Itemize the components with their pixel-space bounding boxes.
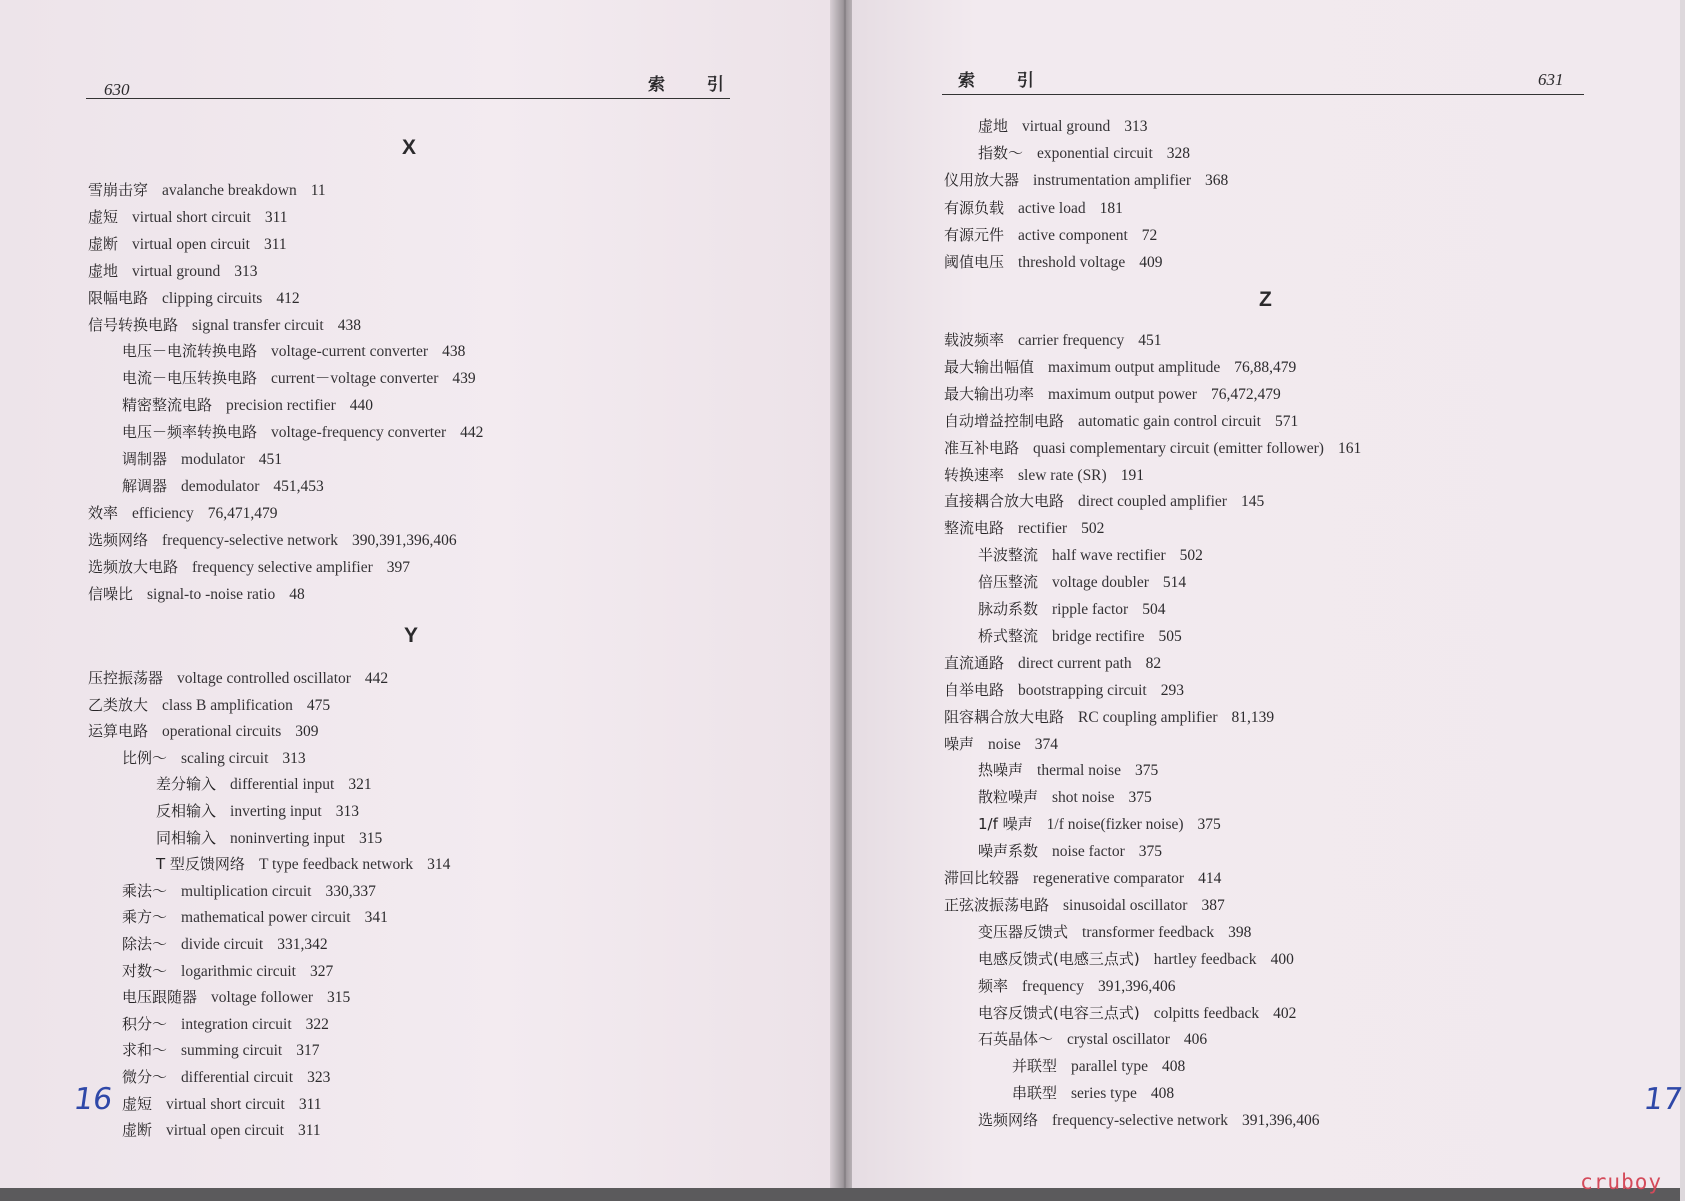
index-term-chinese: 最大输出功率	[944, 384, 1035, 403]
index-term-english: carrier frequency	[1018, 332, 1125, 349]
index-entry	[156, 828, 382, 849]
index-page-refs: 76,471,479	[207, 504, 278, 522]
index-page-refs: 315	[327, 989, 351, 1007]
section-letter: Y	[404, 624, 419, 647]
index-term-chinese: 滞回比较器	[944, 869, 1020, 887]
running-head: 索 引	[958, 71, 1052, 91]
handwritten-page-note: 17	[1641, 1082, 1685, 1117]
index-entry	[978, 976, 1175, 997]
index-term-chinese: 虚地	[88, 261, 119, 280]
index-term-chinese: 噪声	[944, 734, 975, 753]
index-page-refs: 368	[1205, 172, 1229, 190]
index-term-chinese: 变压器反馈式	[978, 922, 1069, 941]
index-entry	[944, 868, 1221, 889]
index-entry	[122, 476, 324, 497]
index-term-english: summing circuit	[181, 1042, 283, 1060]
index-term-english: direct coupled amplifier	[1078, 493, 1227, 511]
scan-edge	[0, 1188, 1680, 1201]
index-term-english: avalanche breakdown	[162, 182, 297, 199]
index-term-english: thermal noise	[1037, 762, 1121, 780]
index-term-chinese: 限幅电路	[88, 288, 149, 307]
index-term-english: direct current path	[1018, 654, 1132, 672]
index-term-english: logarithmic circuit	[181, 962, 296, 980]
index-entry	[122, 395, 373, 416]
index-term-english: noise factor	[1052, 843, 1125, 861]
index-term-chinese: 脉动系数	[978, 600, 1039, 618]
index-term-chinese: 热噪声	[978, 761, 1024, 780]
index-page-refs: 451	[1138, 332, 1162, 349]
index-page-refs: 400	[1270, 950, 1294, 968]
index-term-chinese: 解调器	[122, 476, 168, 495]
index-term-english: class B amplification	[162, 696, 293, 714]
index-page-refs: 315	[358, 829, 383, 847]
index-term-english: current－voltage converter	[271, 370, 439, 388]
index-term-chinese: 有源元件	[944, 225, 1005, 244]
index-term-chinese: 载波频率	[944, 331, 1005, 349]
index-entry	[88, 180, 326, 201]
index-page-refs: 145	[1240, 493, 1265, 511]
index-entry	[944, 411, 1298, 432]
index-page-refs: 341	[364, 909, 388, 927]
index-entry	[978, 599, 1165, 620]
index-term-chinese: 仪用放大器	[944, 171, 1020, 190]
index-entry	[88, 557, 410, 578]
index-page-refs: 442	[460, 424, 484, 442]
index-term-chinese: 差分输入	[156, 775, 217, 794]
index-page-refs: 161	[1337, 439, 1362, 457]
index-term-english: half wave rectifier	[1052, 547, 1166, 565]
index-entry	[978, 545, 1203, 566]
index-term-english: efficiency	[132, 504, 194, 522]
index-term-english: multiplication circuit	[181, 882, 312, 900]
index-entry	[944, 330, 1162, 351]
index-entry	[122, 961, 333, 982]
index-term-chinese: 阻容耦合放大电路	[944, 707, 1065, 726]
index-entry	[978, 572, 1186, 593]
index-term-chinese: 自举电路	[944, 680, 1005, 699]
index-page-refs: 314	[427, 856, 451, 874]
index-term-chinese: 选频网络	[978, 1111, 1039, 1130]
index-page-refs: 72	[1141, 226, 1158, 244]
index-term-chinese: T 型反馈网络	[156, 855, 245, 874]
index-page-refs: 402	[1273, 1004, 1297, 1022]
section-letter: X	[402, 136, 417, 159]
index-entry	[88, 207, 288, 228]
index-term-english: virtual short circuit	[132, 208, 251, 226]
index-term-chinese: 整流电路	[944, 519, 1005, 538]
page-number: 631	[1538, 70, 1564, 89]
index-entry	[156, 774, 372, 795]
index-term-chinese: 同相输入	[156, 828, 217, 847]
index-term-chinese: 倍压整流	[978, 573, 1039, 592]
index-page-refs: 475	[306, 696, 331, 714]
index-term-chinese: 反相输入	[156, 802, 217, 820]
index-entry	[88, 234, 287, 255]
index-term-chinese: 电压－电流转换电路	[122, 342, 258, 361]
index-entry	[88, 695, 330, 716]
index-term-chinese: 积分～	[122, 1014, 168, 1033]
index-entry	[944, 680, 1184, 701]
index-term-chinese: 半波整流	[978, 546, 1039, 565]
index-term-chinese: 求和～	[122, 1041, 168, 1060]
index-page-refs: 514	[1162, 574, 1187, 592]
index-term-chinese: 精密整流电路	[122, 396, 213, 415]
index-page-refs: 439	[452, 370, 476, 388]
index-term-chinese: 电感反馈式(电感三点式)	[978, 949, 1140, 968]
index-page-refs: 313	[234, 262, 258, 280]
index-term-english: quasi complementary circuit (emitter follower)	[1033, 439, 1324, 457]
index-term-english: slew rate (SR)	[1018, 466, 1107, 484]
index-term-chinese: 虚断	[88, 234, 119, 253]
index-term-chinese: 电压－频率转换电路	[122, 423, 258, 442]
index-entry	[122, 1120, 321, 1141]
index-entry	[944, 653, 1161, 674]
index-term-chinese: 乙类放大	[88, 695, 149, 714]
index-page-refs: 321	[348, 776, 372, 794]
index-page-refs: 391,396,406	[1097, 977, 1176, 995]
index-term-chinese: 桥式整流	[978, 626, 1039, 645]
index-entry	[944, 357, 1296, 378]
index-term-chinese: 散粒噪声	[978, 788, 1039, 807]
index-term-english: mathematical power circuit	[181, 909, 351, 927]
index-page-refs: 48	[289, 585, 305, 603]
index-entry	[122, 934, 328, 955]
index-term-english: scaling circuit	[181, 749, 269, 767]
index-entry	[978, 116, 1148, 137]
index-page-refs: 322	[305, 1015, 329, 1033]
index-entry	[978, 143, 1190, 164]
index-term-chinese: 阈值电压	[944, 253, 1005, 271]
index-term-chinese: 虚断	[122, 1121, 153, 1140]
index-entry	[122, 449, 282, 470]
index-term-english: sinusoidal oscillator	[1063, 896, 1188, 914]
index-term-chinese: 虚短	[122, 1094, 153, 1113]
index-entry	[88, 261, 258, 282]
index-term-chinese: 电流－电压转换电路	[122, 369, 258, 388]
index-entry	[122, 1067, 330, 1088]
index-term-english: bootstrapping circuit	[1018, 681, 1147, 699]
index-term-chinese: 噪声系数	[978, 842, 1039, 861]
index-page-refs: 76,472,479	[1210, 385, 1281, 403]
index-entry	[978, 760, 1158, 781]
index-page-refs: 82	[1145, 654, 1162, 672]
index-term-chinese: 选频网络	[88, 530, 149, 549]
index-term-english: clipping circuits	[162, 289, 263, 307]
index-term-chinese: 直流通路	[944, 653, 1005, 672]
index-entry	[978, 1029, 1207, 1050]
index-page-refs: 391,396,406	[1242, 1112, 1320, 1130]
index-page-refs: 408	[1150, 1085, 1175, 1103]
index-entry	[944, 491, 1264, 512]
index-entry	[944, 438, 1361, 459]
index-term-english: voltage follower	[211, 989, 314, 1007]
index-term-chinese: 信号转换电路	[88, 315, 179, 334]
index-term-chinese: 乘方～	[122, 908, 168, 927]
index-term-chinese: 微分～	[122, 1068, 168, 1086]
index-page-refs: 451	[258, 451, 282, 468]
index-term-english: 1/f noise(fizker noise)	[1046, 816, 1184, 834]
index-page-refs: 505	[1158, 627, 1182, 645]
index-entry	[1012, 1083, 1174, 1104]
index-term-chinese: 自动增益控制电路	[944, 411, 1065, 430]
index-term-chinese: 选频放大电路	[88, 557, 179, 576]
index-entry	[156, 854, 450, 875]
index-entry	[88, 668, 388, 689]
index-term-english: signal-to -noise ratio	[147, 585, 276, 603]
index-page-refs: 412	[276, 289, 300, 307]
index-term-chinese: 比例～	[122, 748, 168, 767]
index-page-refs: 571	[1274, 412, 1299, 430]
index-entry	[122, 422, 483, 443]
index-page-refs: 502	[1179, 547, 1203, 565]
running-head: 索 引	[648, 75, 742, 95]
index-term-chinese: 除法～	[122, 935, 168, 953]
index-term-english: integration circuit	[181, 1015, 292, 1033]
index-page-refs: 323	[307, 1069, 331, 1086]
index-entry	[122, 1094, 322, 1115]
index-page-refs: 328	[1166, 145, 1191, 163]
index-page-refs: 327	[309, 962, 334, 980]
index-term-english: frequency	[1022, 977, 1084, 995]
index-page-refs: 293	[1160, 681, 1184, 699]
index-entry	[88, 584, 305, 605]
index-entry	[156, 801, 359, 822]
index-page-refs: 11	[310, 182, 326, 199]
index-term-english: crystal oscillator	[1067, 1031, 1170, 1049]
index-term-english: noise	[988, 735, 1021, 753]
index-term-chinese: 电容反馈式(电容三点式)	[978, 1003, 1140, 1022]
index-term-chinese: 压控振荡器	[88, 669, 164, 687]
index-page-refs: 390,391,396,406	[352, 531, 457, 549]
index-term-english: frequency selective amplifier	[192, 558, 373, 576]
page-number: 630	[104, 80, 130, 99]
index-term-english: demodulator	[181, 477, 260, 495]
index-entry	[122, 341, 465, 362]
header-rule	[942, 94, 1584, 95]
section-letter: Z	[1259, 288, 1272, 311]
index-page-refs: 313	[1124, 118, 1148, 135]
index-entry	[88, 530, 457, 551]
index-page-refs: 311	[264, 208, 288, 226]
watermark: cruboy	[1580, 1170, 1662, 1194]
index-page-refs: 387	[1201, 896, 1225, 914]
index-page-refs: 440	[349, 397, 373, 415]
index-page-refs: 76,88,479	[1234, 358, 1297, 376]
index-entry	[944, 170, 1228, 191]
index-term-english: frequency-selective network	[162, 531, 339, 549]
index-term-english: voltage doubler	[1052, 574, 1149, 592]
index-page-refs: 375	[1138, 843, 1162, 861]
index-term-english: frequency-selective network	[1052, 1112, 1229, 1130]
header-rule	[86, 98, 730, 99]
index-page-refs: 375	[1197, 816, 1221, 834]
index-term-english: differential input	[230, 776, 335, 794]
index-entry	[122, 987, 350, 1008]
index-entry	[978, 1110, 1320, 1131]
index-page-refs: 398	[1228, 923, 1252, 941]
index-page-refs: 408	[1162, 1058, 1186, 1076]
index-term-chinese: 并联型	[1012, 1057, 1058, 1076]
index-page-refs: 375	[1134, 762, 1159, 780]
index-term-chinese: 石英晶体～	[978, 1030, 1054, 1049]
index-page-refs: 311	[263, 235, 287, 253]
index-page-refs: 409	[1139, 254, 1163, 271]
index-entry	[944, 518, 1104, 539]
index-entry	[944, 384, 1281, 405]
index-page-refs: 311	[298, 1095, 322, 1113]
index-term-english: threshold voltage	[1018, 254, 1126, 271]
index-page-refs: 442	[364, 670, 389, 687]
index-page-refs: 331,342	[277, 936, 328, 953]
index-term-english: regenerative comparator	[1033, 870, 1185, 887]
index-entry	[122, 881, 376, 902]
index-entry	[1012, 1056, 1185, 1077]
handwritten-page-note: 16	[71, 1082, 115, 1117]
index-entry	[944, 252, 1162, 273]
index-entry	[122, 907, 388, 928]
index-entry	[122, 1040, 319, 1061]
left-page	[0, 0, 838, 1190]
index-page-refs: 81,139	[1231, 708, 1275, 726]
index-term-chinese: 1/f 噪声	[978, 815, 1033, 834]
index-entry	[978, 922, 1251, 943]
index-entry	[978, 626, 1182, 647]
index-page-refs: 438	[442, 343, 466, 361]
index-term-english: operational circuits	[162, 723, 282, 741]
index-entry	[122, 368, 476, 389]
index-page-refs: 502	[1081, 520, 1105, 538]
index-term-english: active component	[1018, 226, 1128, 244]
index-term-chinese: 信噪比	[88, 584, 134, 603]
index-term-chinese: 有源负载	[944, 198, 1005, 217]
index-term-english: exponential circuit	[1037, 145, 1153, 163]
index-term-english: ripple factor	[1052, 601, 1129, 618]
index-term-chinese: 对数～	[122, 961, 168, 980]
index-entry	[978, 841, 1162, 862]
index-term-english: series type	[1071, 1085, 1137, 1103]
index-term-english: colpitts feedback	[1153, 1004, 1260, 1022]
index-term-english: transformer feedback	[1082, 923, 1215, 941]
index-page-refs: 397	[386, 558, 411, 576]
index-entry	[944, 198, 1123, 219]
index-entry	[978, 1003, 1296, 1024]
index-term-chinese: 电压跟随器	[122, 988, 198, 1007]
index-term-chinese: 效率	[88, 503, 119, 522]
index-page-refs: 317	[296, 1042, 320, 1060]
right-page	[852, 0, 1685, 1190]
index-term-english: voltage-current converter	[271, 343, 429, 361]
index-term-chinese: 频率	[978, 976, 1009, 995]
index-term-english: instrumentation amplifier	[1033, 172, 1191, 190]
index-entry	[978, 814, 1221, 835]
index-term-english: active load	[1018, 199, 1086, 217]
index-term-english: bridge rectifire	[1052, 627, 1145, 645]
index-entry	[122, 1014, 329, 1035]
index-term-chinese: 虚地	[978, 117, 1009, 135]
index-page-refs: 311	[297, 1122, 321, 1140]
index-page-refs: 330,337	[325, 882, 376, 900]
index-entry	[944, 734, 1058, 755]
index-term-english: RC coupling amplifier	[1078, 708, 1218, 726]
index-term-english: divide circuit	[181, 936, 264, 953]
index-term-english: T type feedback network	[258, 856, 414, 874]
index-term-english: modulator	[181, 451, 245, 468]
index-term-english: shot noise	[1052, 789, 1115, 807]
index-term-english: rectifier	[1018, 520, 1068, 538]
index-page-refs: 504	[1142, 601, 1166, 618]
index-term-chinese: 准互补电路	[944, 438, 1020, 457]
index-entry	[88, 315, 361, 336]
index-term-english: hartley feedback	[1153, 950, 1257, 968]
index-term-chinese: 转换速率	[944, 465, 1005, 484]
index-term-chinese: 运算电路	[88, 722, 149, 741]
index-term-english: noninverting input	[230, 829, 345, 847]
index-entry	[944, 707, 1274, 728]
index-term-english: voltage-frequency converter	[271, 424, 447, 442]
index-entry	[88, 503, 277, 524]
index-term-english: inverting input	[230, 803, 322, 820]
index-page-refs: 374	[1034, 735, 1058, 753]
index-entry	[88, 288, 300, 309]
index-term-english: virtual open circuit	[166, 1122, 284, 1140]
index-term-chinese: 雪崩击穿	[88, 181, 149, 199]
index-page-refs: 313	[282, 749, 306, 767]
index-term-english: parallel type	[1071, 1058, 1149, 1076]
index-entry	[944, 895, 1225, 916]
index-page-refs: 309	[295, 723, 319, 741]
index-term-english: automatic gain control circuit	[1078, 412, 1261, 430]
index-entry	[978, 949, 1294, 970]
index-term-english: precision rectifier	[226, 397, 336, 415]
index-term-chinese: 直接耦合放大电路	[944, 492, 1065, 511]
index-term-english: voltage controlled oscillator	[177, 670, 351, 687]
index-term-english: virtual open circuit	[132, 235, 250, 253]
index-term-chinese: 乘法～	[122, 881, 168, 900]
index-term-english: maximum output power	[1048, 385, 1197, 403]
index-term-chinese: 最大输出幅值	[944, 357, 1035, 376]
index-page-refs: 451,453	[273, 477, 324, 495]
index-term-english: virtual ground	[132, 262, 221, 280]
index-term-english: virtual ground	[1022, 118, 1111, 135]
index-term-english: virtual short circuit	[166, 1095, 285, 1113]
index-term-chinese: 串联型	[1012, 1084, 1058, 1103]
index-entry	[944, 225, 1157, 246]
index-term-english: maximum output amplitude	[1048, 358, 1221, 376]
index-term-chinese: 正弦波振荡电路	[944, 895, 1050, 914]
index-page-refs: 375	[1128, 789, 1152, 807]
index-entry	[978, 787, 1152, 808]
index-page-refs: 181	[1099, 199, 1123, 217]
index-term-chinese: 虚短	[88, 207, 119, 226]
index-term-english: signal transfer circuit	[192, 316, 324, 334]
index-entry	[944, 465, 1144, 486]
index-page-refs: 438	[337, 316, 361, 334]
index-term-chinese: 指数～	[978, 144, 1024, 163]
index-entry	[88, 721, 318, 742]
index-term-chinese: 调制器	[122, 450, 168, 468]
index-page-refs: 191	[1120, 466, 1144, 484]
index-entry	[122, 748, 306, 769]
index-page-refs: 313	[335, 803, 359, 820]
index-term-english: differential circuit	[181, 1069, 294, 1086]
index-page-refs: 414	[1198, 870, 1222, 887]
index-page-refs: 406	[1183, 1031, 1208, 1049]
